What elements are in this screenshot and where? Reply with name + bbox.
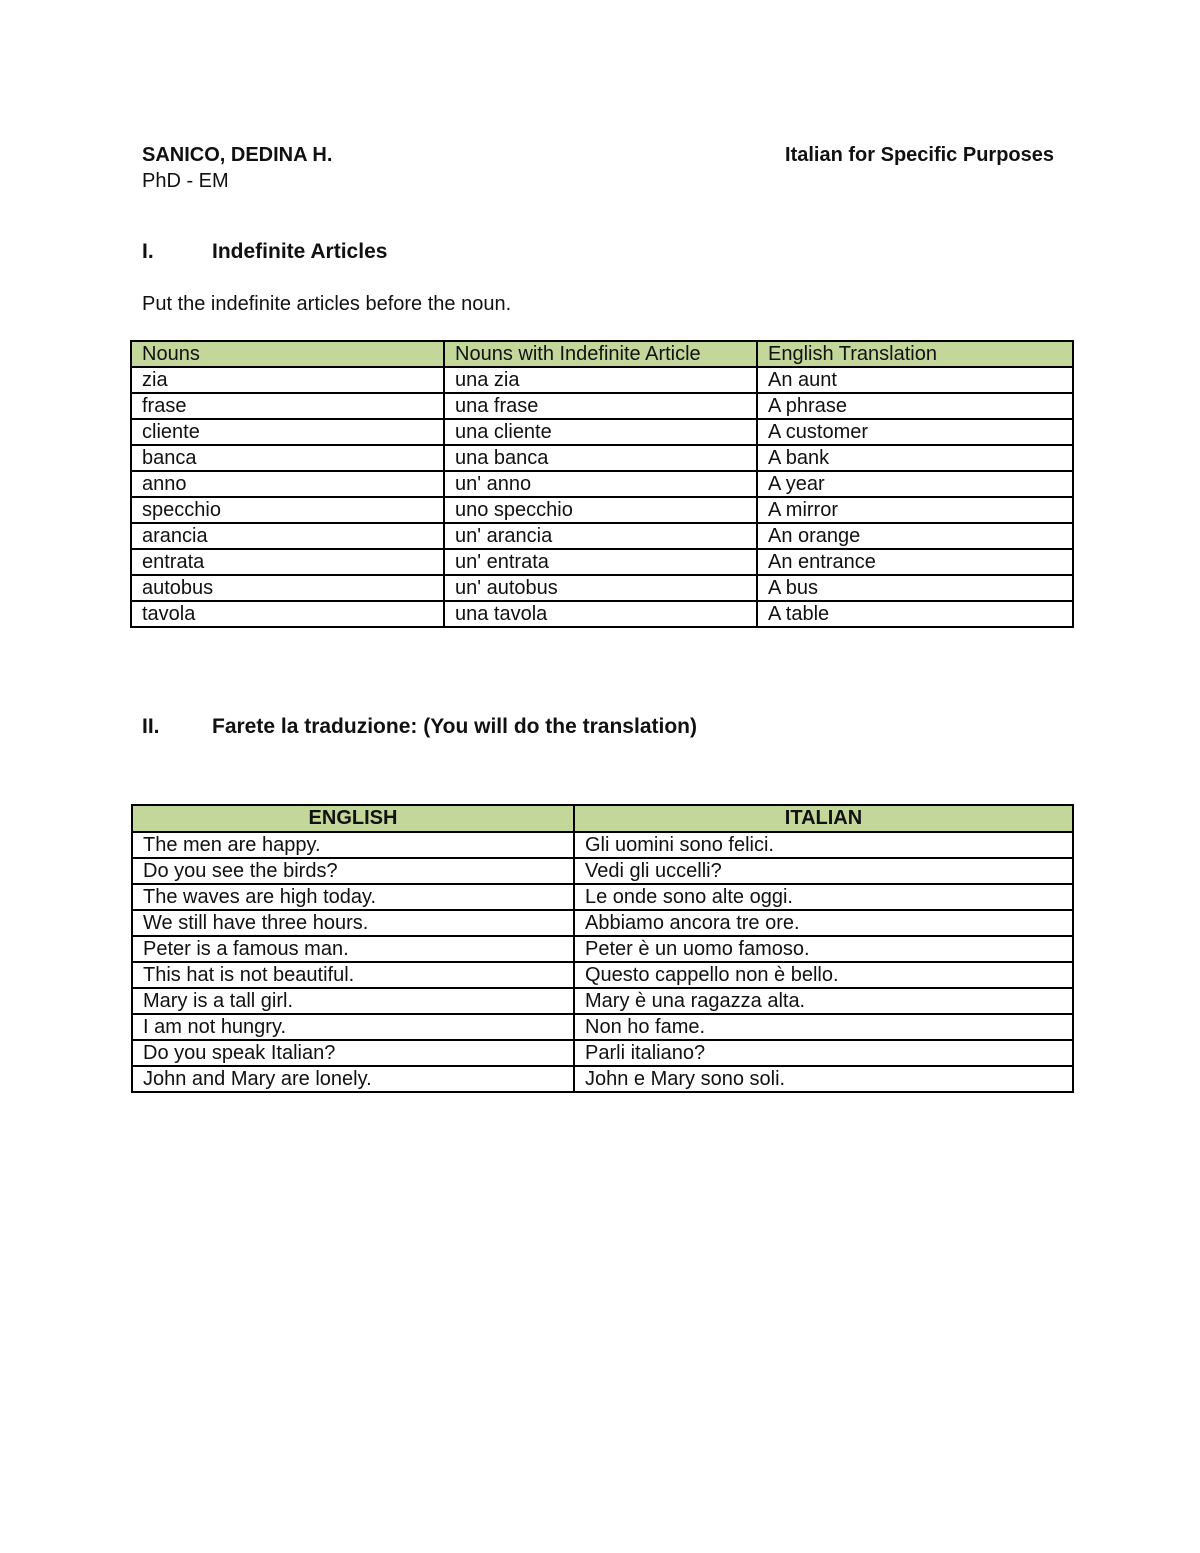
english-translation-cell: A year bbox=[757, 471, 1073, 497]
noun-cell: autobus bbox=[131, 575, 444, 601]
italian-sentence-cell: Vedi gli uccelli? bbox=[574, 858, 1073, 884]
italian-sentence-cell: Parli italiano? bbox=[574, 1040, 1073, 1066]
section-2-number: II. bbox=[142, 715, 160, 738]
english-sentence-cell: John and Mary are lonely. bbox=[132, 1066, 574, 1092]
table-row bbox=[131, 471, 1073, 497]
student-program: PhD - EM bbox=[142, 170, 229, 192]
english-translation-cell: An entrance bbox=[757, 549, 1073, 575]
english-translation-cell: An aunt bbox=[757, 367, 1073, 393]
noun-with-article-cell: una frase bbox=[444, 393, 757, 419]
english-sentence-cell: The waves are high today. bbox=[132, 884, 574, 910]
table-row bbox=[132, 832, 1073, 858]
english-sentence-cell: Do you speak Italian? bbox=[132, 1040, 574, 1066]
column-header-english: ENGLISH bbox=[132, 805, 574, 832]
table-row bbox=[132, 988, 1073, 1014]
student-name: SANICO, DEDINA H. bbox=[142, 144, 333, 166]
table-row bbox=[131, 497, 1073, 523]
table-row bbox=[131, 367, 1073, 393]
noun-cell: cliente bbox=[131, 419, 444, 445]
noun-with-article-cell: un' anno bbox=[444, 471, 757, 497]
noun-with-article-cell: una tavola bbox=[444, 601, 757, 627]
english-translation-cell: A mirror bbox=[757, 497, 1073, 523]
italian-sentence-cell: Le onde sono alte oggi. bbox=[574, 884, 1073, 910]
english-translation-cell: A phrase bbox=[757, 393, 1073, 419]
section-1-instruction: Put the indefinite articles before the noun. bbox=[142, 293, 512, 315]
english-translation-cell: A table bbox=[757, 601, 1073, 627]
noun-with-article-cell: una banca bbox=[444, 445, 757, 471]
section-2-title: Farete la traduzione: (You will do the translation) bbox=[212, 715, 697, 738]
table-row bbox=[131, 575, 1073, 601]
noun-with-article-cell: uno specchio bbox=[444, 497, 757, 523]
english-sentence-cell: This hat is not beautiful. bbox=[132, 962, 574, 988]
table-row bbox=[132, 1040, 1073, 1066]
column-header-nouns: Nouns bbox=[131, 341, 444, 367]
noun-cell: arancia bbox=[131, 523, 444, 549]
noun-cell: frase bbox=[131, 393, 444, 419]
indefinite-articles-table bbox=[130, 340, 1074, 628]
table-row bbox=[132, 884, 1073, 910]
noun-cell: banca bbox=[131, 445, 444, 471]
noun-cell: specchio bbox=[131, 497, 444, 523]
english-translation-cell: An orange bbox=[757, 523, 1073, 549]
table-header-row bbox=[132, 805, 1073, 832]
section-1-heading bbox=[142, 239, 387, 265]
noun-cell: zia bbox=[131, 367, 444, 393]
column-header-english-translation: English Translation bbox=[757, 341, 1073, 367]
section-1-title: Indefinite Articles bbox=[212, 240, 388, 263]
noun-with-article-cell: una cliente bbox=[444, 419, 757, 445]
translation-table bbox=[131, 804, 1074, 1093]
english-sentence-cell: I am not hungry. bbox=[132, 1014, 574, 1040]
table-row bbox=[132, 936, 1073, 962]
table-row bbox=[132, 1014, 1073, 1040]
noun-with-article-cell: un' arancia bbox=[444, 523, 757, 549]
noun-with-article-cell: un' entrata bbox=[444, 549, 757, 575]
english-translation-cell: A customer bbox=[757, 419, 1073, 445]
italian-sentence-cell: Peter è un uomo famoso. bbox=[574, 936, 1073, 962]
course-title: Italian for Specific Purposes bbox=[785, 144, 1054, 166]
table-row bbox=[131, 393, 1073, 419]
noun-with-article-cell: un' autobus bbox=[444, 575, 757, 601]
section-1-number: I. bbox=[142, 240, 154, 263]
section-2-heading bbox=[142, 714, 697, 740]
table-header-row bbox=[131, 341, 1073, 367]
column-header-italian: ITALIAN bbox=[574, 805, 1073, 832]
column-header-nouns-with-article: Nouns with Indefinite Article bbox=[444, 341, 757, 367]
italian-sentence-cell: Gli uomini sono felici. bbox=[574, 832, 1073, 858]
italian-sentence-cell: Non ho fame. bbox=[574, 1014, 1073, 1040]
english-sentence-cell: Do you see the birds? bbox=[132, 858, 574, 884]
noun-cell: tavola bbox=[131, 601, 444, 627]
english-translation-cell: A bus bbox=[757, 575, 1073, 601]
table-row bbox=[131, 419, 1073, 445]
table-row bbox=[131, 549, 1073, 575]
english-sentence-cell: Peter is a famous man. bbox=[132, 936, 574, 962]
table-row bbox=[132, 1066, 1073, 1092]
student-info bbox=[142, 142, 332, 194]
table-row bbox=[132, 910, 1073, 936]
noun-with-article-cell: una zia bbox=[444, 367, 757, 393]
english-sentence-cell: Mary is a tall girl. bbox=[132, 988, 574, 1014]
italian-sentence-cell: Mary è una ragazza alta. bbox=[574, 988, 1073, 1014]
table-row bbox=[132, 962, 1073, 988]
english-sentence-cell: We still have three hours. bbox=[132, 910, 574, 936]
table-row bbox=[132, 858, 1073, 884]
table-row bbox=[131, 601, 1073, 627]
table-row bbox=[131, 445, 1073, 471]
noun-cell: entrata bbox=[131, 549, 444, 575]
english-translation-cell: A bank bbox=[757, 445, 1073, 471]
italian-sentence-cell: John e Mary sono soli. bbox=[574, 1066, 1073, 1092]
italian-sentence-cell: Abbiamo ancora tre ore. bbox=[574, 910, 1073, 936]
noun-cell: anno bbox=[131, 471, 444, 497]
table-row bbox=[131, 523, 1073, 549]
english-sentence-cell: The men are happy. bbox=[132, 832, 574, 858]
italian-sentence-cell: Questo cappello non è bello. bbox=[574, 962, 1073, 988]
